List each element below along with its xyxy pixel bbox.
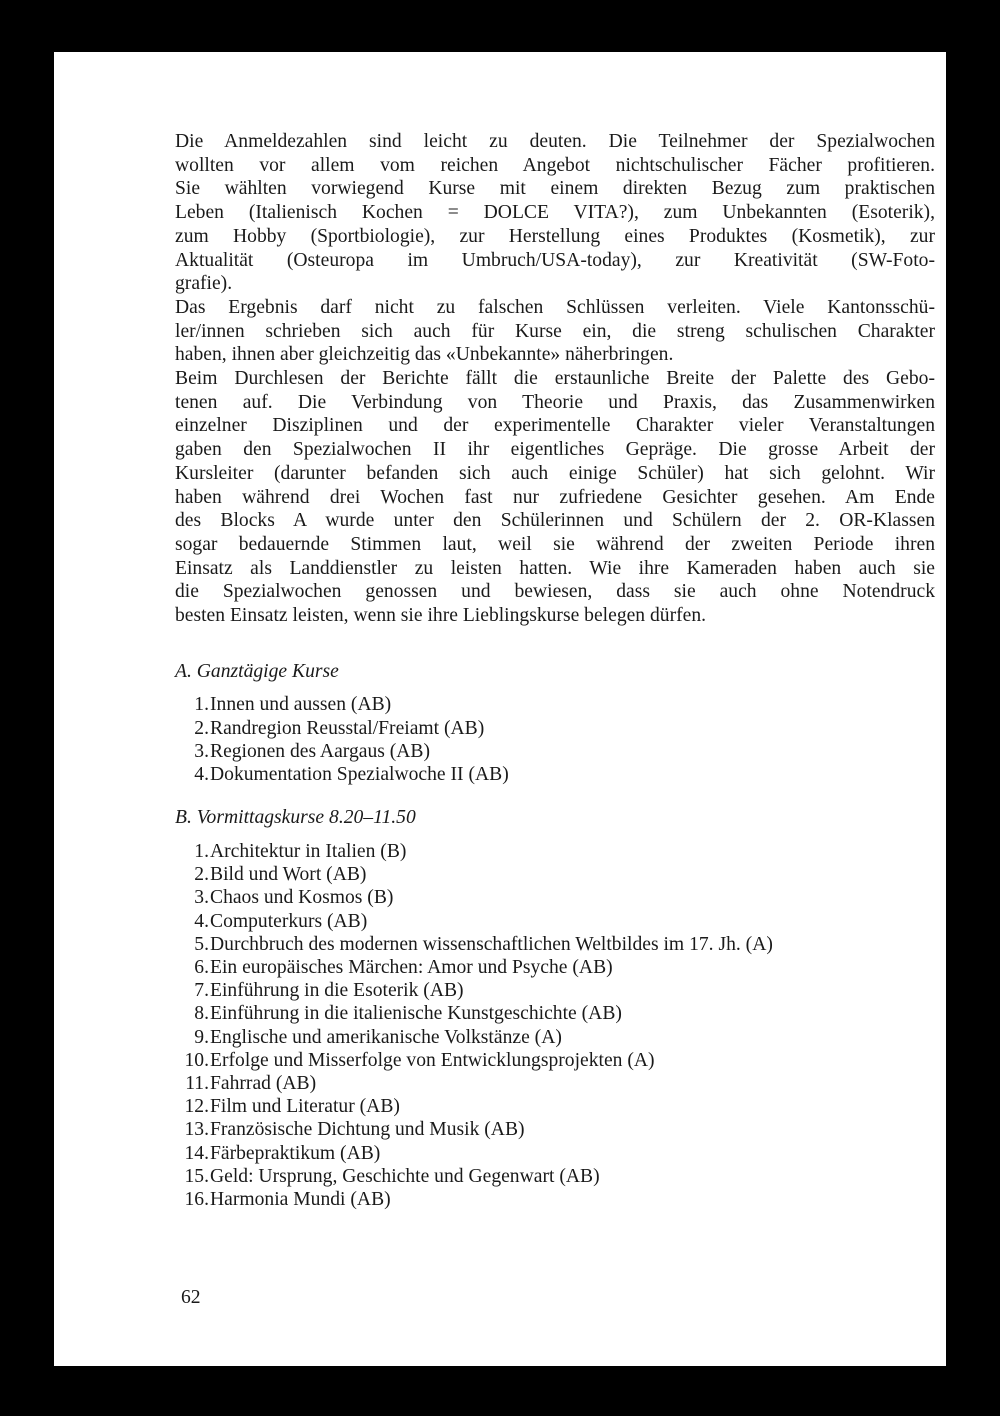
text-line: Die Anmeldezahlen sind leicht zu deuten. Die Teilnehmer der Spezialwochen xyxy=(175,131,935,152)
text-line: sogar bedauernde Stimmen laut, weil sie während der zweiten Periode ihren xyxy=(175,533,935,555)
section-b-list xyxy=(175,840,935,1211)
text-line: gaben den Spezialwochen II ihr eigentliches Gepräge. Die grosse Arbeit der xyxy=(175,439,935,461)
list-item xyxy=(175,933,935,956)
list-item-number: 3. xyxy=(194,740,209,762)
list-item-number: 11. xyxy=(185,1073,209,1095)
paragraph xyxy=(175,296,935,367)
list-item xyxy=(175,1002,935,1025)
list-item-text: Regionen des Aargaus (AB) xyxy=(210,740,431,762)
list-item xyxy=(175,979,935,1002)
list-item-text: Fahrrad (AB) xyxy=(210,1073,317,1095)
list-item xyxy=(175,693,935,716)
list-item-text: Computerkurs (AB) xyxy=(210,910,368,932)
list-item xyxy=(175,740,935,763)
text-line: haben während drei Wochen fast nur zufriedene Gesichter gesehen. Am Ende xyxy=(175,486,935,508)
list-item-number: 1. xyxy=(194,840,209,862)
body-text xyxy=(175,130,935,628)
list-item-text: Englische und amerikanische Volkstänze (A) xyxy=(210,1026,562,1048)
text-line: besten Einsatz leisten, wenn sie ihre Lieblingskurse belegen dürfen. xyxy=(175,605,707,627)
list-item xyxy=(175,1072,935,1095)
text-line: einzelner Disziplinen und der experimentelle Charakter vieler Veranstaltungen xyxy=(175,415,935,437)
document-page xyxy=(54,52,946,1366)
text-line: Leben (Italienisch Kochen = DOLCE VITA?), zum Unbekannten (Esoterik), xyxy=(175,202,935,224)
text-line: die Spezialwochen genossen und bewiesen, dass sie auch ohne Notendruck xyxy=(175,581,935,603)
list-item-number: 2. xyxy=(194,864,209,886)
list-item xyxy=(175,840,935,863)
list-item xyxy=(175,1049,935,1072)
text-line: Kursleiter (darunter befanden sich auch einige Schüler) hat sich gelohnt. Wir xyxy=(175,462,935,484)
list-item-text: Französische Dichtung und Musik (AB) xyxy=(210,1119,525,1141)
list-item-text: Geld: Ursprung, Geschichte und Gegenwart (AB) xyxy=(210,1165,600,1187)
list-item-number: 13. xyxy=(184,1119,209,1141)
list-item-number: 8. xyxy=(194,1003,209,1025)
page-number: 62 xyxy=(181,1287,201,1308)
list-item xyxy=(175,1165,935,1188)
text-line: haben, ihnen aber gleichzeitig das «Unbekannte» näherbringen. xyxy=(175,344,674,366)
text-line: Beim Durchlesen der Berichte fällt die erstaunliche Breite der Palette des Gebo- xyxy=(175,368,935,390)
list-item xyxy=(175,863,935,886)
text-line: des Blocks A wurde unter den Schülerinnen und Schülern der 2. OR-Klassen xyxy=(175,510,935,532)
list-item-text: Einführung in die Esoterik (AB) xyxy=(210,980,464,1002)
text-line: Einsatz als Landdienstler zu leisten hatten. Wie ihre Kameraden haben auch sie xyxy=(175,557,935,579)
list-item-number: 3. xyxy=(194,887,209,909)
list-item-text: Färbepraktikum (AB) xyxy=(210,1142,381,1164)
paragraph xyxy=(175,130,935,296)
list-item-text: Film und Literatur (AB) xyxy=(210,1096,400,1118)
list-item xyxy=(175,1026,935,1049)
list-item-number: 16. xyxy=(184,1189,209,1211)
list-item xyxy=(175,1118,935,1141)
list-item-number: 9. xyxy=(194,1026,209,1048)
text-line: tenen auf. Die Verbindung von Theorie und Praxis, das Zusammenwirken xyxy=(175,391,935,413)
list-item-text: Architektur in Italien (B) xyxy=(210,840,407,862)
list-item xyxy=(175,956,935,979)
list-item-text: Innen und aussen (AB) xyxy=(210,694,392,716)
list-item-number: 12. xyxy=(184,1096,209,1118)
list-item xyxy=(175,717,935,740)
text-line: zum Hobby (Sportbiologie), zur Herstellung eines Produktes (Kosmetik), zur xyxy=(175,225,935,247)
page-content xyxy=(175,130,935,1211)
list-item xyxy=(175,886,935,909)
list-item-number: 15. xyxy=(184,1165,209,1187)
list-item-text: Ein europäisches Märchen: Amor und Psyche (AB) xyxy=(210,957,613,978)
text-line: Aktualität (Osteuropa im Umbruch/USA-today), zur Kreativität (SW-Foto- xyxy=(175,249,935,271)
list-item xyxy=(175,1142,935,1165)
list-item-text: Erfolge und Misserfolge von Entwicklungsprojekten (A) xyxy=(210,1049,655,1071)
list-item-number: 6. xyxy=(194,957,209,978)
text-line: grafie). xyxy=(175,273,233,295)
list-item-text: Dokumentation Spezialwoche II (AB) xyxy=(210,764,509,786)
text-line: ler/innen schrieben sich auch für Kurse ein, die streng schulischen Charakter xyxy=(175,320,935,342)
list-item-number: 4. xyxy=(194,910,209,932)
section-a-heading: A. Ganztägige Kurse xyxy=(175,660,339,682)
section-a-list xyxy=(175,693,935,786)
list-item xyxy=(175,910,935,933)
paragraph xyxy=(175,367,935,628)
text-line: Das Ergebnis darf nicht zu falschen Schlüssen verleiten. Viele Kantonsschü- xyxy=(175,296,935,318)
text-line: wollten vor allem vom reichen Angebot nichtschulischer Fächer profitieren. xyxy=(175,154,935,176)
text-line: Sie wählten vorwiegend Kurse mit einem direkten Bezug zum praktischen xyxy=(175,178,935,200)
list-item-text: Randregion Reusstal/Freiamt (AB) xyxy=(210,717,485,739)
list-item-number: 2. xyxy=(194,717,209,739)
list-item-number: 7. xyxy=(194,980,209,1002)
list-item-text: Einführung in die italienische Kunstgeschichte (AB) xyxy=(210,1003,622,1025)
list-item-number: 10. xyxy=(184,1049,209,1071)
list-item-text: Harmonia Mundi (AB) xyxy=(210,1189,391,1211)
list-item-text: Durchbruch des modernen wissenschaftlichen Weltbildes im 17. Jh. (A) xyxy=(210,933,773,955)
list-item-text: Bild und Wort (AB) xyxy=(210,864,367,886)
section-b-heading: B. Vormittagskurse 8.20–11.50 xyxy=(175,807,416,829)
list-item xyxy=(175,763,935,786)
list-item-number: 5. xyxy=(194,933,209,955)
list-item xyxy=(175,1095,935,1118)
list-item-text: Chaos und Kosmos (B) xyxy=(210,887,394,909)
list-item-number: 1. xyxy=(194,694,209,716)
list-item xyxy=(175,1188,935,1211)
list-item-number: 14. xyxy=(184,1142,209,1164)
list-item-number: 4. xyxy=(194,764,209,786)
